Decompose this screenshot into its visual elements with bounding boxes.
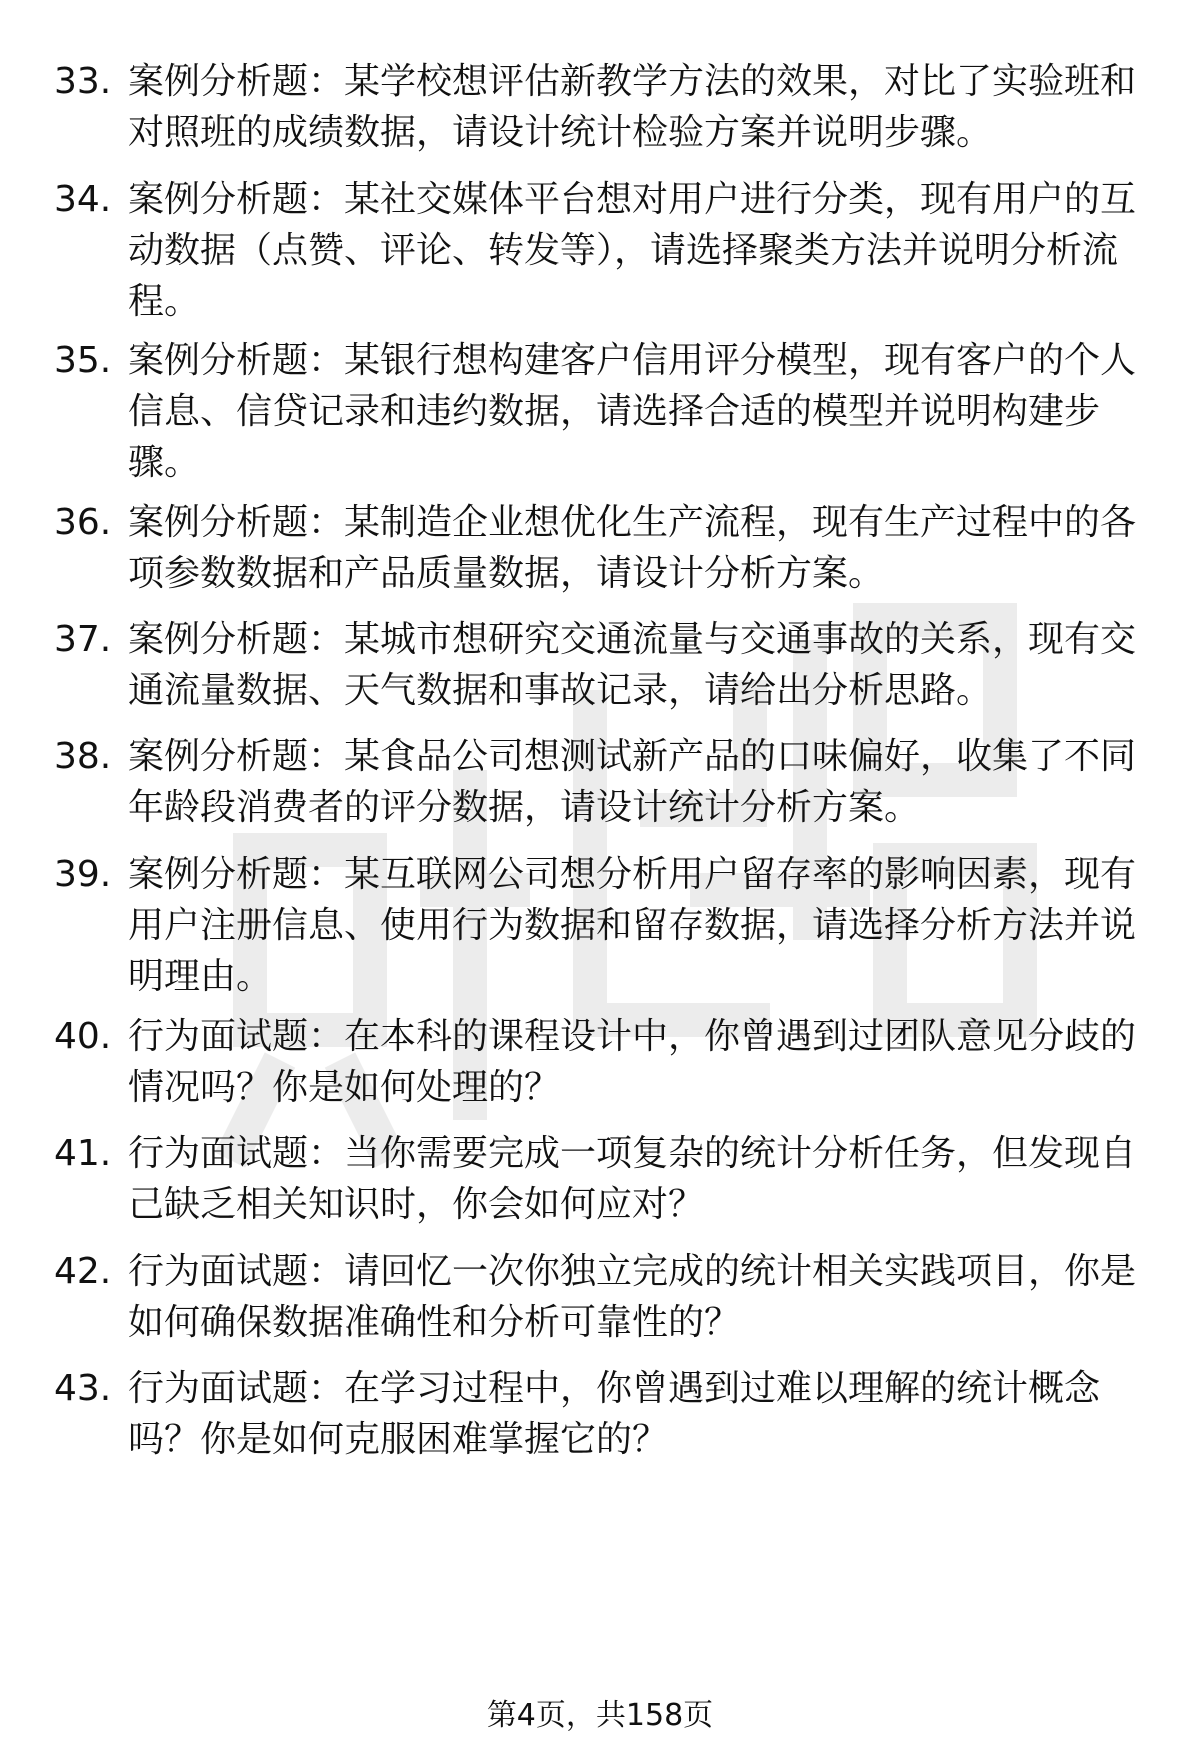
question-number: 35. <box>54 340 112 381</box>
question-item <box>54 335 1144 488</box>
question-number: 43. <box>54 1368 112 1409</box>
question-number: 39. <box>54 854 112 895</box>
question-item <box>54 1011 1144 1113</box>
question-text: 案例分析题：某制造企业想优化生产流程，现有生产过程中的各项参数数据和产品质量数据，请设计分析方案。 <box>128 502 1137 594</box>
question-text: 案例分析题：某社交媒体平台想对用户进行分类，现有用户的互动数据（点赞、评论、转发等），请选择聚类方法并说明分析流程。 <box>128 179 1137 322</box>
question-item <box>54 731 1144 833</box>
question-number: 36. <box>54 502 112 543</box>
question-item <box>54 174 1144 327</box>
question-text: 行为面试题：当你需要完成一项复杂的统计分析任务，但发现自己缺乏相关知识时，你会如何应对？ <box>128 1133 1137 1225</box>
question-text: 案例分析题：某学校想评估新教学方法的效果，对比了实验班和对照班的成绩数据，请设计统计检验方案并说明步骤。 <box>128 61 1137 153</box>
question-number: 38. <box>54 736 112 777</box>
question-text: 案例分析题：某食品公司想测试新产品的口味偏好，收集了不同年龄段消费者的评分数据，请设计统计分析方案。 <box>128 736 1137 828</box>
question-item <box>54 1363 1144 1465</box>
question-text: 行为面试题：在学习过程中，你曾遇到过难以理解的统计概念吗？你是如何克服困难掌握它的？ <box>128 1368 1101 1460</box>
question-number: 37. <box>54 619 112 660</box>
question-item <box>54 614 1144 716</box>
question-text: 案例分析题：某城市想研究交通流量与交通事故的关系，现有交通流量数据、天气数据和事故记录，请给出分析思路。 <box>128 619 1137 711</box>
question-number: 33. <box>54 61 112 102</box>
question-text: 案例分析题：某银行想构建客户信用评分模型，现有客户的个人信息、信贷记录和违约数据，请选择合适的模型并说明构建步骤。 <box>128 340 1137 483</box>
question-item <box>54 56 1144 158</box>
question-item <box>54 849 1144 1002</box>
page-footer: 第4页，共158页 <box>486 1698 714 1733</box>
question-item <box>54 1246 1144 1348</box>
question-number: 42. <box>54 1251 112 1292</box>
question-item <box>54 1128 1144 1230</box>
question-text: 案例分析题：某互联网公司想分析用户留存率的影响因素，现有用户注册信息、使用行为数据和留存数据，请选择分析方法并说明理由。 <box>128 854 1137 997</box>
question-number: 40. <box>54 1016 112 1057</box>
question-text: 行为面试题：请回忆一次你独立完成的统计相关实践项目，你是如何确保数据准确性和分析可靠性的？ <box>128 1251 1137 1343</box>
question-text: 行为面试题：在本科的课程设计中，你曾遇到过团队意见分歧的情况吗？你是如何处理的？ <box>128 1016 1137 1108</box>
question-number: 34. <box>54 179 112 220</box>
question-item <box>54 497 1144 599</box>
question-number: 41. <box>54 1133 112 1174</box>
